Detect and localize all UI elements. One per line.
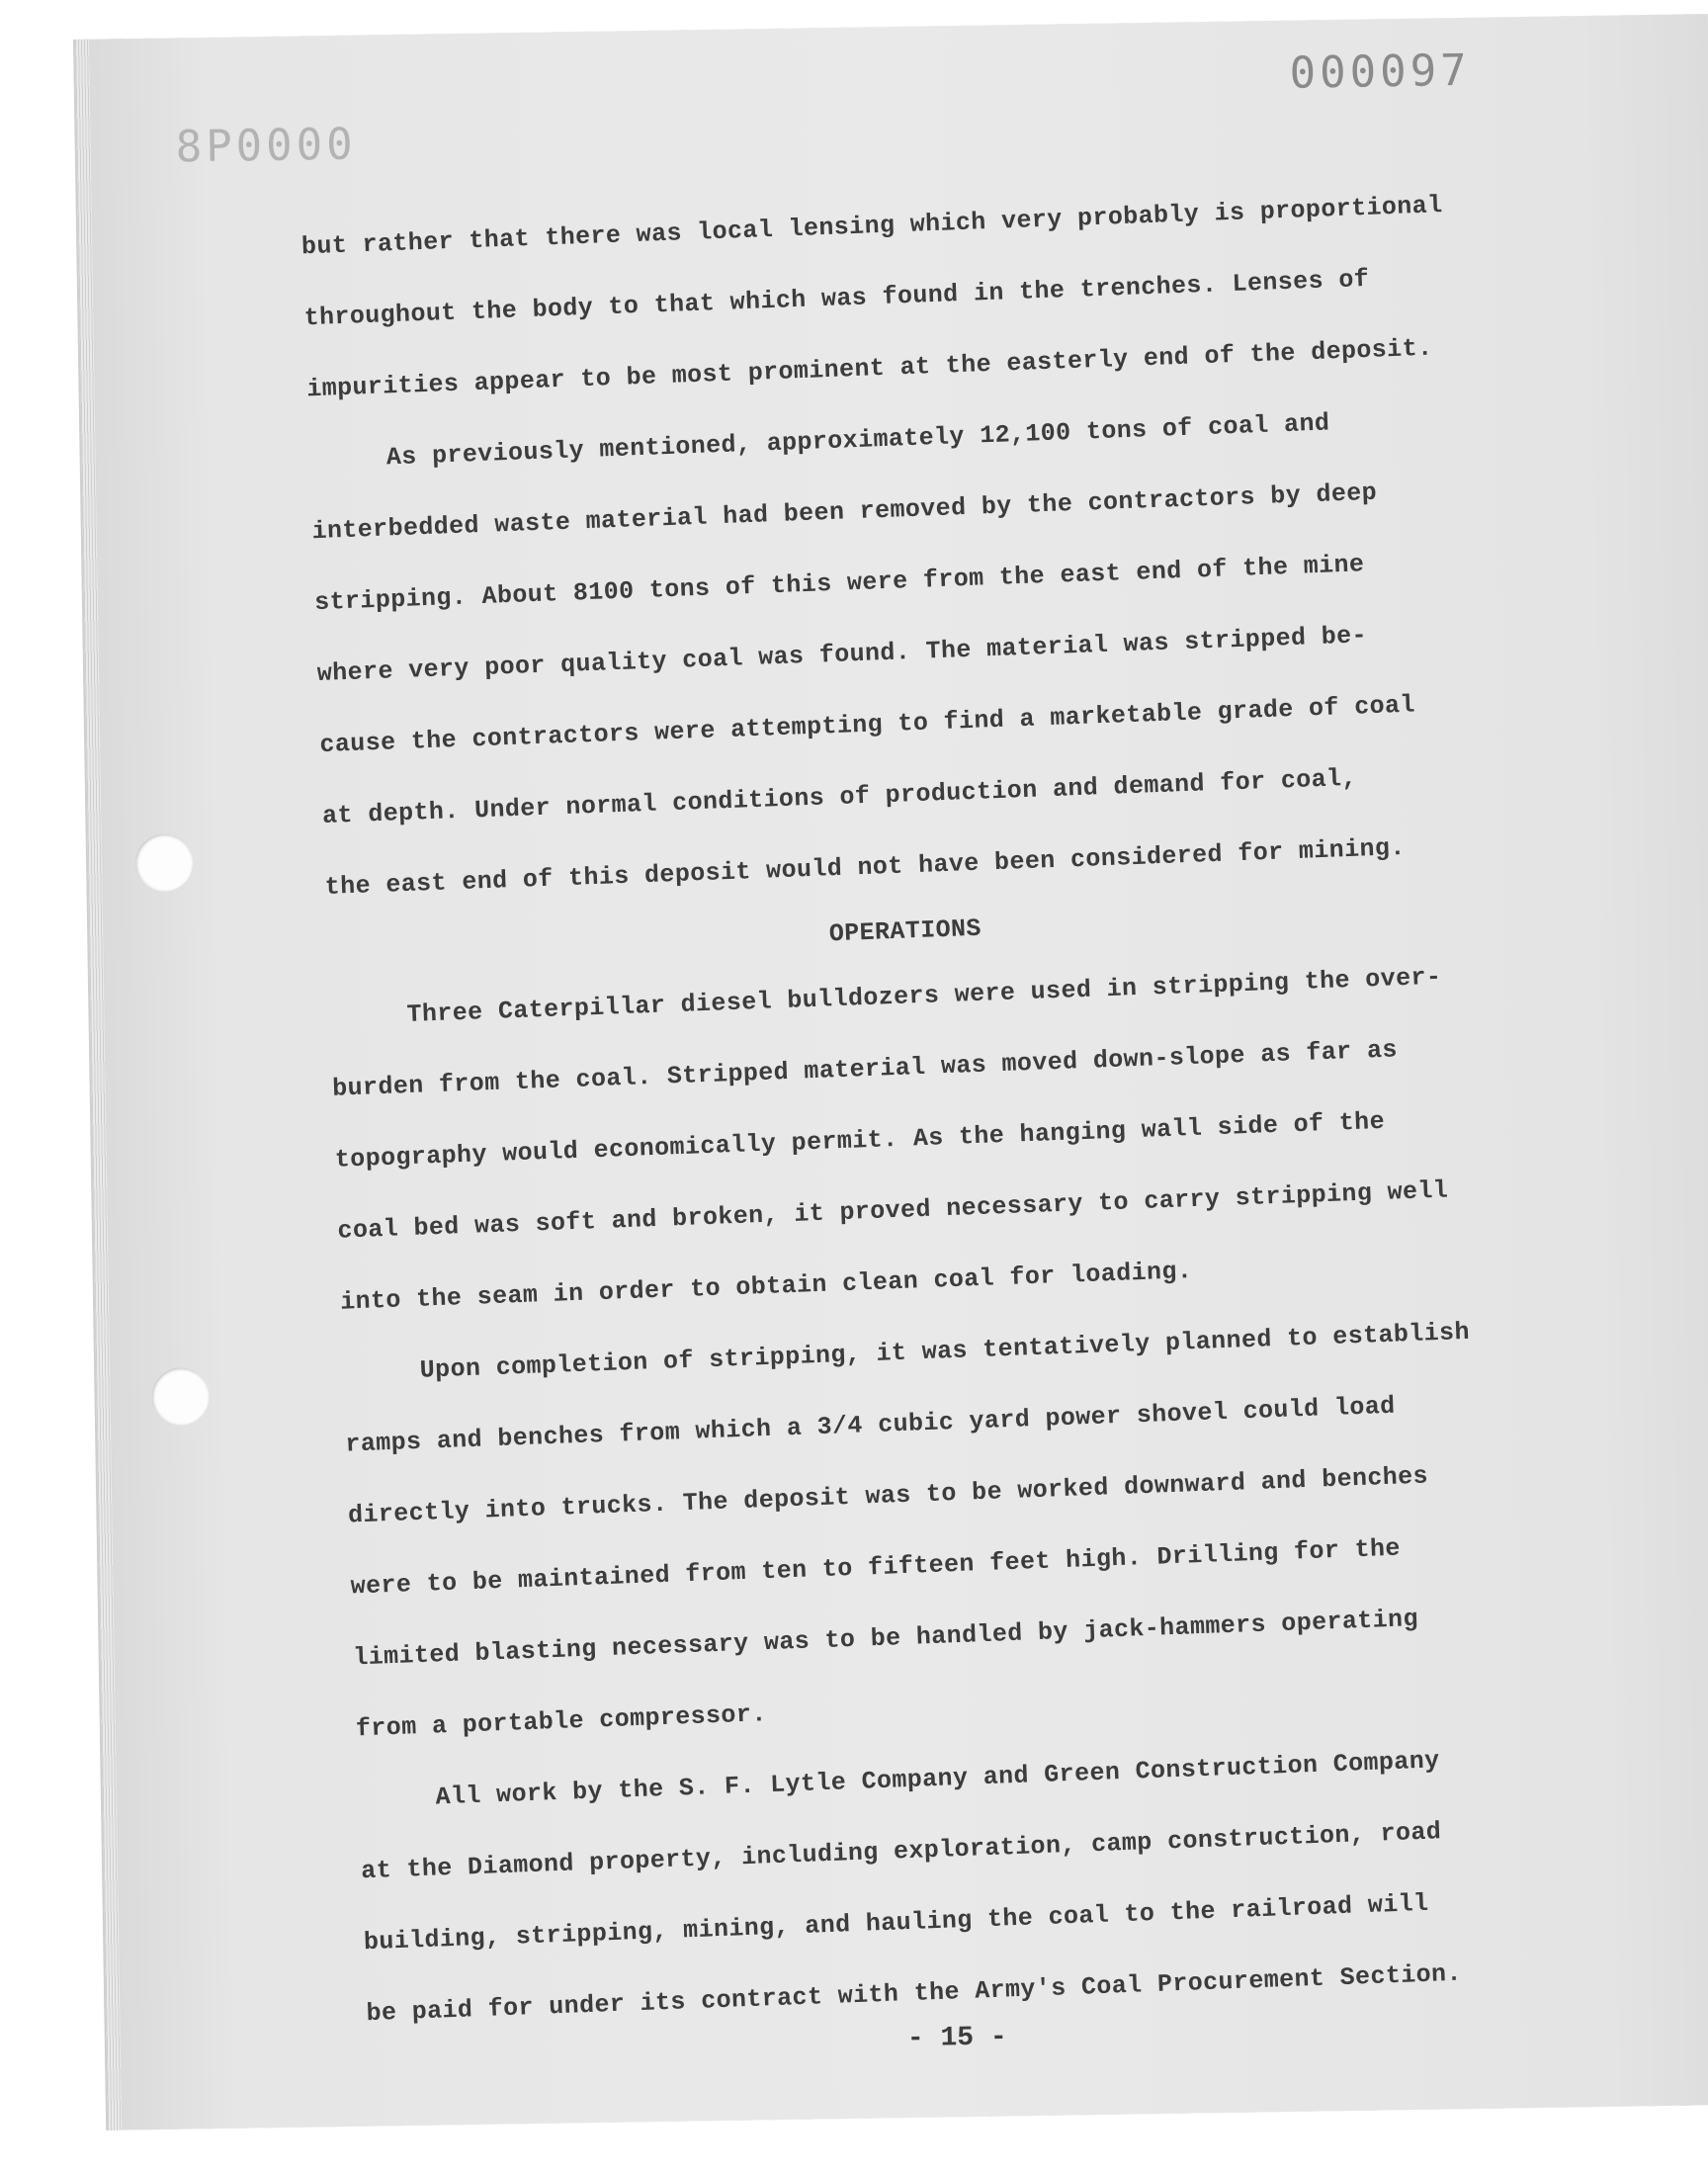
text-line: but rather that there was local lensing which very probably is proportional — [300, 191, 1444, 262]
text-line: burden from the coal. Stripped material was moved down-slope as far as — [331, 1035, 1399, 1103]
text-line: impurities appear to be most prominent at the easterly end of the deposit. — [305, 333, 1433, 404]
paragraph — [357, 1717, 1671, 2049]
text-line: ramps and benches from which a 3/4 cubic yard power shovel could load — [344, 1391, 1397, 1459]
paragraph — [308, 378, 1631, 923]
text-line: at the Diamond property, including exploration, camp construction, road — [360, 1817, 1442, 1886]
page-edge — [75, 40, 122, 2131]
page-stamp-right: 000097 — [1289, 44, 1472, 99]
text-line: cause the contractors were attempting to find a marketable grade of coal — [319, 690, 1416, 760]
text-line: As previously mentioned, approximately 12,100 tons of coal and — [385, 408, 1330, 473]
text-line: Upon completion of stripping, it was tentatively planned to establish — [419, 1317, 1471, 1385]
section-heading: OPERATIONS — [828, 914, 982, 949]
page-number: - 15 - — [906, 2022, 1007, 2055]
text-line: topography would economically permit. As the hanging wall side of the — [334, 1106, 1386, 1174]
text-line: be paid for under its contract with the Army's Coal Procurement Section. — [366, 1958, 1463, 2029]
text-line: All work by the S. F. Lytle Company and Green Construction Company — [435, 1746, 1441, 1812]
text-line: limited blasting necessary was to be handled by jack-hammers operating — [352, 1604, 1419, 1673]
text-line: were to be maintained from ten to fifteen feet high. Drilling for the — [350, 1533, 1402, 1602]
punch-hole — [135, 833, 194, 892]
text-line: Three Caterpillar diesel bulldozers were used in stripping the over- — [406, 962, 1442, 1030]
text-line: into the seam in order to obtain clean coal for loading. — [339, 1257, 1193, 1317]
text-line: coal bed was soft and broken, it proved necessary to carry stripping well — [337, 1175, 1449, 1246]
text-line: building, stripping, mining, and hauling the coal to the railroad will — [363, 1888, 1429, 1958]
page-stamp-left: 8P0000 — [175, 119, 358, 173]
document-body — [300, 164, 1671, 2049]
text-line: from a portable compressor. — [355, 1699, 768, 1744]
text-line: where very poor quality coal was found. The material was stripped be- — [316, 621, 1368, 689]
text-line: stripping. About 8100 tons of this were from the east end of the mine — [313, 550, 1365, 618]
paragraph — [328, 935, 1645, 1339]
text-line: at depth. Under normal conditions of production and demand for coal, — [321, 763, 1358, 831]
text-line: directly into trucks. The deposit was to be worked downward and benches — [347, 1461, 1429, 1530]
text-line: throughout the body to that which was found in the trenches. Lenses of — [303, 264, 1370, 333]
document-page — [75, 14, 1708, 2131]
punch-hole — [151, 1367, 210, 1426]
paragraph — [342, 1290, 1662, 1765]
text-line: interbedded waste material had been removed by the contractors by deep — [311, 478, 1378, 547]
text-line: the east end of this deposit would not have been considered for mining. — [324, 832, 1407, 902]
